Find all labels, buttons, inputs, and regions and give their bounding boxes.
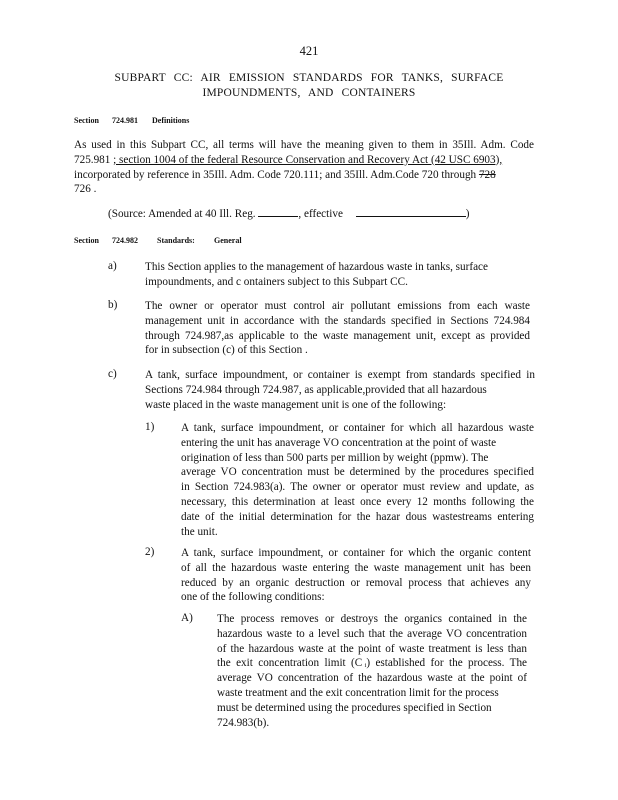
- item-line: through 724.987,as applicable to the waste management unit, except as provided: [145, 329, 530, 342]
- source-effective: , effective: [298, 208, 343, 220]
- item-line: reduced by an organic destruction or removal process that achieves any: [181, 576, 531, 589]
- section-label: Section: [74, 236, 99, 245]
- item-line: necessary, this determination at least once every 12 months following the: [181, 495, 534, 508]
- item-line: A tank, surface impoundment, or container for which the organic content: [181, 547, 531, 559]
- item-line: origination of less than 500 parts per million by weight (ppmw). The: [181, 451, 489, 464]
- subpart-title-line2: IMPOUNDMENTS, AND CONTAINERS: [202, 87, 416, 99]
- item-line: for in subsection (c) of this Section .: [145, 344, 308, 357]
- item-line: in Section 724.983(a). The owner or operator must review and update, as: [181, 481, 534, 494]
- subpart-title-line1: SUBPART CC: AIR EMISSION STANDARDS FOR TANKS, SURFACE: [114, 72, 504, 84]
- source-close: ): [465, 208, 470, 220]
- item-label: a): [108, 260, 117, 272]
- item-line: A tank, surface impoundment, or container for which all hazardous waste: [181, 422, 534, 434]
- item-line: waste placed in the waste management unit is one of the following:: [145, 398, 447, 411]
- subitem-label: 1): [145, 421, 155, 433]
- item-line: Sections 724.984 through 724.987, as applicable,provided that all hazardous: [145, 383, 487, 396]
- item-label: c): [108, 368, 117, 380]
- section-heading: General: [214, 236, 242, 245]
- source-note: [108, 206, 469, 222]
- item-line: impoundments, and c ontainers subject to this Subpart CC.: [145, 275, 408, 288]
- subitem-A-text: [217, 612, 527, 730]
- item-line: hazardous waste to a level such that the average VO concentration: [217, 627, 527, 640]
- item-line: the exit concentration limit (C ᵢ) established for the process. The: [217, 657, 527, 670]
- inserted-text: ; section 1004 of the federal Resource Conservation and Recovery Act (42 USC 6903),: [113, 153, 503, 166]
- item-line: 724.983(b).: [217, 716, 270, 729]
- para-line-text: incorporated by reference in 35Ill. Adm. Code 720.111; and 35Ill. Adm.Code 720 through: [74, 168, 479, 181]
- item-line: average VO concentration must be determined by the procedures specified: [181, 466, 534, 479]
- item-c-text: [145, 368, 535, 412]
- item-line: date of the initial determination for the hazar dous wastestreams entering: [181, 510, 534, 523]
- deleted-text: 728: [478, 168, 496, 181]
- item-label: b): [108, 299, 118, 311]
- item-line: one of the following conditions:: [181, 591, 325, 604]
- item-a-text: [145, 260, 515, 290]
- section-number: 724.981: [112, 116, 138, 125]
- item-line: of all the hazardous waste entering the waste management unit has been: [181, 561, 531, 574]
- para-line-text: 725.981: [74, 153, 114, 166]
- para-line: As used in this Subpart CC, all terms will have the meaning given to them in 35Ill. Adm. Code: [74, 139, 534, 151]
- effective-date-blank: [356, 206, 466, 217]
- section-heading: Standards:: [157, 236, 195, 245]
- subitem-label: 2): [145, 546, 155, 558]
- subitem-2-text: [181, 546, 531, 605]
- subitem-label: A): [181, 612, 193, 624]
- register-blank: [258, 206, 298, 217]
- item-line: This Section applies to the management of hazardous waste in tanks, surface: [145, 261, 488, 273]
- item-b-text: [145, 299, 530, 358]
- item-line: A tank, surface impoundment, or container is exempt from standards specified in: [145, 369, 535, 381]
- item-line: average VO concentration of the hazardous waste at the point of: [217, 672, 527, 685]
- item-line: of the hazardous waste at the point of waste treatment is less than: [217, 642, 527, 655]
- section-label: Section: [74, 116, 99, 125]
- item-line: must be determined using the procedures specified in Section: [217, 701, 492, 714]
- definitions-paragraph: [74, 138, 534, 197]
- item-line: the unit.: [181, 525, 218, 538]
- item-line: entering the unit has anaverage VO concentration at the point of waste: [181, 436, 497, 449]
- item-line: management unit in accordance with the standards specified in Sections 724.984: [145, 314, 530, 327]
- source-text: (Source: Amended at 40 Ill. Reg.: [108, 208, 256, 220]
- page-number: 421: [299, 44, 319, 58]
- para-line: [74, 153, 534, 168]
- item-line: waste treatment and the exit concentration limit for the process: [217, 686, 499, 699]
- subitem-1-text: [181, 421, 534, 539]
- para-line: [74, 168, 534, 183]
- section-number: 724.982: [112, 236, 138, 245]
- section-heading: Definitions: [152, 116, 190, 125]
- item-line: The process removes or destroys the organics contained in the: [217, 613, 527, 625]
- para-line: 726 .: [74, 183, 97, 196]
- item-line: The owner or operator must control air pollutant emissions from each waste: [145, 300, 530, 312]
